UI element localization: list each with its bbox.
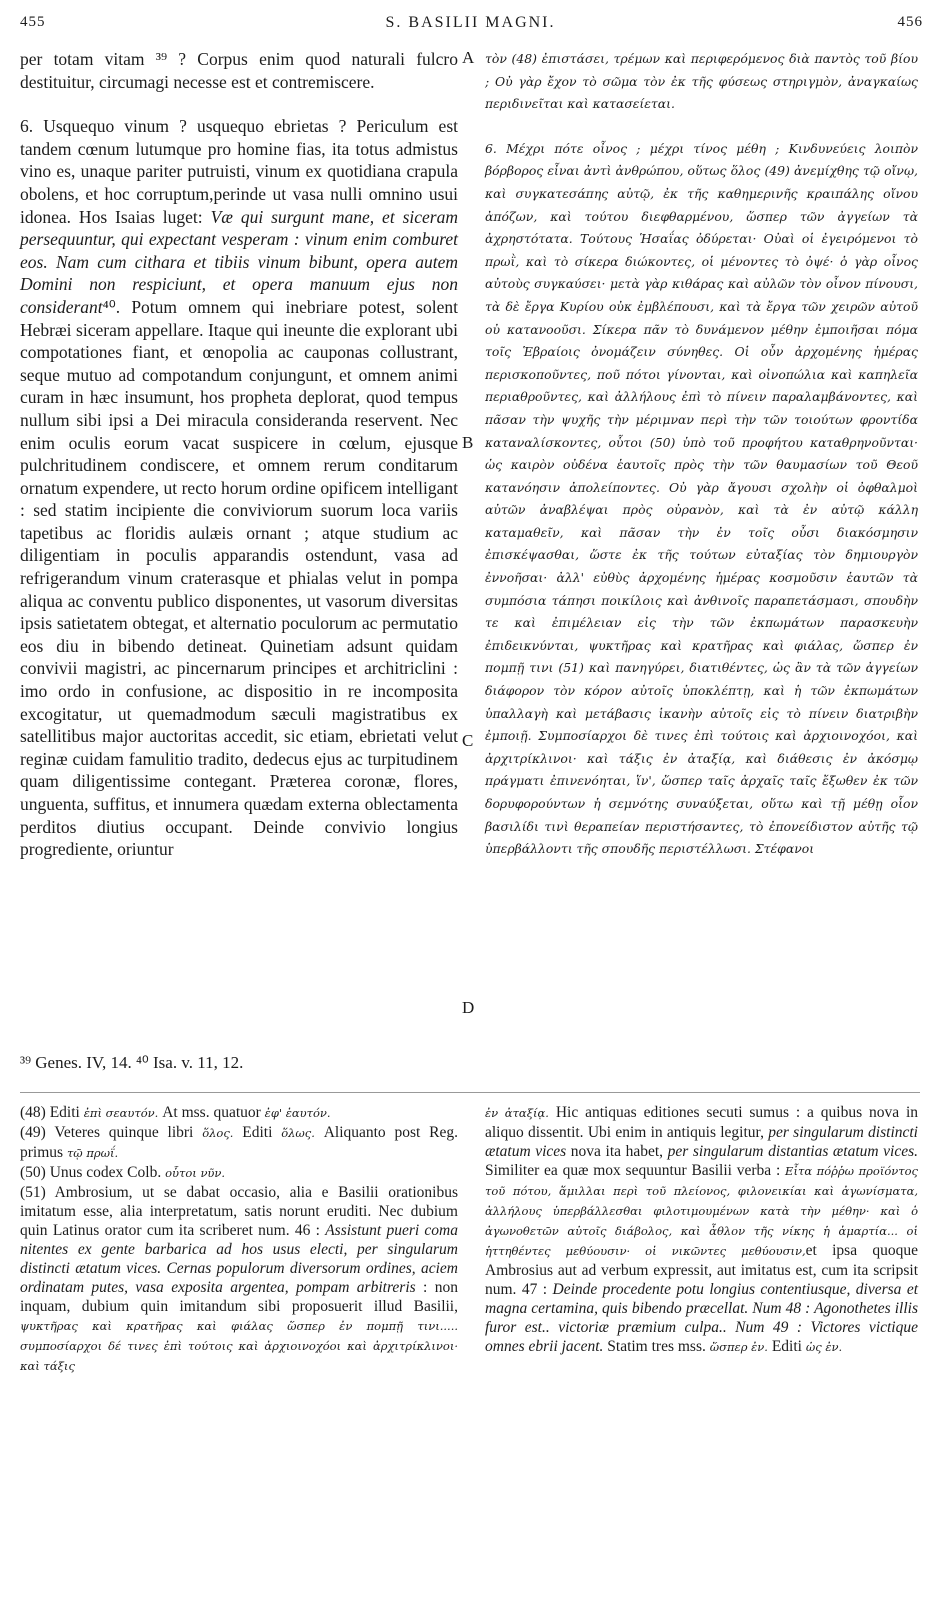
note-greek: τῷ πρωΐ. xyxy=(66,1146,119,1160)
note-greek: οὗτοι νῦν. xyxy=(165,1166,226,1180)
note-greek: ὅλος. xyxy=(202,1126,234,1140)
latin-column xyxy=(20,48,458,861)
note-text: At mss. quatuor xyxy=(162,1104,261,1121)
ambrose-quote: Assistunt pueri coma nitentes ex gente barbarica ad hos usus electi, per singularum distincti ætatum vices. Cernas populorum diversorum ordines, aciem ordinatam putes, vasa exposita argentea, pompam arbitreris xyxy=(20,1222,459,1296)
note-text: (49) Veteres quinque libri xyxy=(20,1124,194,1141)
note-greek: ἐν ἀταξίᾳ. xyxy=(485,1106,549,1120)
note-text: (48) Editi xyxy=(20,1104,80,1121)
margin-marker-a: A xyxy=(462,48,475,67)
running-title: S. BASILII MAGNI. xyxy=(385,14,556,31)
note-text: Similiter ea quæ mox sequuntur Basilii verba : xyxy=(485,1162,781,1179)
note-greek: ὅλως. xyxy=(281,1126,315,1140)
latin-paragraph-1: per totam vitam ³⁹ ? Corpus enim quod naturali fulcro destituitur, circumagi necesse est et contremiscere. xyxy=(20,49,458,92)
note-text: : non inquam, dubium quin imitandum sibi proposuerit illud Basilii, xyxy=(20,1279,458,1315)
note-text: (50) Unus codex Colb. xyxy=(20,1164,162,1181)
page-number-left: 455 xyxy=(20,14,46,30)
note-49 xyxy=(20,1123,458,1163)
note-51-continued xyxy=(485,1103,918,1357)
footnote-ref-40: ⁴⁰ xyxy=(102,296,116,317)
page-number-right: 456 xyxy=(897,14,923,30)
note-50 xyxy=(20,1163,458,1183)
margin-marker-d: D xyxy=(462,998,475,1017)
note-text: et ipsa quoque Ambrosius aut ad verbum expressit, aut imitatus est, cum ita scripsit num. 47 : xyxy=(485,1242,918,1298)
greek-paragraph-1: τὸν (48) ἐπιστάσει, τρέμων καὶ περιφερόμενος διὰ παντὸς τοῦ βίου ; Οὐ γὰρ ἔχον τὸ σῶμα τὸν ἐκ τῆς φύσεως στηριγμὸν, ἀναγκαίως περιδινεῖται καὶ κατασείεται. xyxy=(485,51,918,112)
editorial-notes-right xyxy=(485,1103,918,1357)
note-text: Editi xyxy=(242,1124,273,1141)
latin-text: 6. Usquequo vinum ? usquequo ebrietas ? Periculum est tandem cœnum lutumque pro homine fias, ita totus admistus vino es, unaque pariter putruisti, vinum ex quotidiana crapula obolens, et hoc corruptum,perinde ut vasa nulli omnino usui idonea. Hos Isaias luget: xyxy=(20,116,458,227)
latin-text-continued: . Potum omnem qui inebriare potest, solent Hebræi siceram appellare. Itaque qui ineunte die explorant ubi compotationes fiant, et œnopolia ac cauponas collustrant, seque mutuo ad compotandum conjungunt, et omnem animi curam in hæc insumunt, hos propheta deplorat, quod tempus nullum sibi ipsi a Dei miracula consideranda reservent. Nec enim oculis eorum vacat suspicere in cœlum, ejusque pulchritudinem condiscere, et omnem rerum conditarum ornatum expendere, ut recto horum ordine opificem intelligant : sed statim incipiente die conviviorum suorum loca variis tapetibus ac floridis aulæis ornant ; atque studium ac diligentiam in poculis apparandis ostendunt, vasa ad refrigerandum vinum craterasque et phialas velut in pompa aliqua ac conventu publico disponentes, ut vasorum diversitas ipsis satietatem obtegat, et alternatio poculorum ac permutatio eos diu in bibendo detineat. Quinetiam adsunt quidam convivii magistri, ac pincernarum principes et architriclini : imo ordo in confusione, ac dispositio in re incomposita excogitatur, ut quemadmodum sæculi magistratibus ex satellitibus major auctoritas accedit, sic etiam, ebrietati velut reginæ cuidam famulitio tradito, dedecus ejus ac turpitudinem quam diligentissime contegant. Præterea coronæ, flores, unguenta, suffitus, et innumera quædam externa oblectamenta perditos diutius occupant. Deinde convivio longius progrediente, oriuntur xyxy=(20,296,458,860)
note-greek: ὡς ἐν. xyxy=(805,1340,843,1354)
note-italic: per singularum distincti ætatum vices xyxy=(485,1124,918,1160)
note-greek: ψυκτῆρας καὶ κρατῆρας καὶ φιάλας ὥσπερ ἐν πομπῇ τινι..... συμποσίαρχοι δέ τινες ἐπὶ τούτοις καὶ ἀρχιοινοχόοι καὶ ἀρχιτρίκλινοι· καὶ τάξις xyxy=(20,1319,458,1373)
greek-column xyxy=(485,48,918,861)
note-text: nova ita habet, xyxy=(570,1143,664,1160)
note-text: (51) Ambrosium, ut se dabat occasio, alia e Basilii orationibus imitatum esse, alia interpretatum, satis norunt eruditi. Nec dubium quin Latinus orator cum ita scriberet num. 46 : xyxy=(20,1184,458,1239)
note-48 xyxy=(20,1103,458,1123)
note-greek: ὥσπερ ἐν. xyxy=(709,1340,768,1354)
isaiah-quote: Væ qui surgunt mane, et siceram persequuntur, qui expectant vesperam : vinum enim comburet eos. Nam cum cithara et tibiis vinum bibunt, opera autem Domini non respiciunt, et opera manuum ejus non considerant xyxy=(20,206,459,317)
margin-marker-b: B xyxy=(462,433,474,452)
editorial-notes-left xyxy=(20,1103,458,1376)
note-italic: per singularum distantias ætatum vices. xyxy=(667,1143,919,1160)
note-italic: Deinde procedente potu longius contentiusque, diversa et magna certamina, quis bibendo præcellat. Num 48 : Agonothetes illis furor est.. victoriæ præmium culpa.. Num 49 : Victores victique omnes ebrii jacent. xyxy=(485,1281,919,1355)
margin-marker-c: C xyxy=(462,731,474,750)
note-greek: ἐφ' ἑαυτόν. xyxy=(264,1106,331,1120)
scripture-footnotes: ³⁹ Genes. IV, 14. ⁴⁰ Isa. v. 11, 12. xyxy=(20,1053,244,1072)
latin-paragraph-2 xyxy=(20,115,458,861)
note-text: Statim tres mss. xyxy=(607,1338,706,1355)
note-51 xyxy=(20,1183,458,1376)
greek-paragraph-2: 6. Μέχρι πότε οἶνος ; μέχρι τίνος μέθη ; Κινδυνεύεις λοιπὸν βόρβορος εἶναι ἀντὶ ἀνθρώπου, οὕτως ὅλος (49) ἀνεμίχθης τῷ οἴνῳ, καὶ συγκατεσάπης αὐτῷ, ἐκ τῆς καθημερινῆς κραιπάλης οἴνου ἀπόζων, καὶ τούτου διεφθαρμένου, ὥσπερ τῶν ἀγγείων τὰ ἀχρηστότατα. Τούτους Ἡσαΐας ὀδύρεται· Οὐαὶ οἱ ἐγειρόμενοι τὸ πρωῒ, καὶ τὸ σίκερα διώκοντες, οἱ μένοντες τὸ ὀψέ· ὁ γὰρ οἶνος αὐτοὺς συγκαύσει· μετὰ γὰρ κιθάρας καὶ αὐλῶν τὸν οἶνον πίνουσι, τὰ δὲ ἔργα Κυρίου οὐκ ἐμβλέπουσι, καὶ τὰ ἔργα τῶν χειρῶν αὐτοῦ οὐ κατανοοῦσι. Σίκερα πᾶν τὸ δυνάμενον μέθην ἐμποιῆσαι πόμα τοῖς Ἑβραίοις ὀνομάζειν σύνηθες. Οἱ οὖν ἀρχομένης ἡμέρας περισκοποῦντες, ποῦ πότοι γίνονται, καὶ οἰνοπώλια καὶ καπηλεῖα περιαθροῦντες, καὶ ἀλλήλους ἐπὶ τὸ πίνειν παραλαμβάνοντες, καὶ πᾶσαν τὴν ψυχῆς τὴν μέριμναν περὶ τὴν τῶν τοιούτων φροντίδα καταναλίσκοντες, οὗτοι (50) ὑπὸ τοῦ προφήτου καταθρηνοῦνται· ὡς καιρὸν οὐδένα ἑαυτοῖς πρὸς τὴν τῶν θαυμασίων τοῦ Θεοῦ κατανόησιν ἀπολείποντες. Οὐ γὰρ ἄγουσι σχολὴν οἱ ὀφθαλμοὶ αὐτῶν ἀναβλέψαι πρὸς οὐρανὸν, καὶ τὰ ἐν αὐτῷ κάλλη καταμαθεῖν, καὶ πᾶσαν τὴν ἐν τοῖς οὖσι διακόσμησιν ἐπισκέψασθαι, ὥστε ἐκ τῆς τούτων εὐταξίας τὸν δημιουργὸν ἐννοῆσαι· ἀλλ' εὐθὺς ἀρχομένης ἡμέρας κοσμοῦσιν ἑαυτῶν τὰ συμπόσια τάπησι ποικίλοις καὶ ἀνθινοῖς παραπετάσμασι, σπουδὴν τε καὶ ἐπιμέλειαν εἰς τὴν τῶν ἐκπωμάτων παρασκευὴν ἐπιδεικνύνται, ψυκτῆρας καὶ κρατῆρας καὶ φιάλας, ὥσπερ ἐν πομπῇ τινι (51) καὶ πανηγύρει, διατιθέντες, ὡς ἂν τὰ τῶν ἀγγείων διάφορον τὸν κόρον αὐτοῖς ὑποκλέπτῃ, καὶ ἡ τῶν ἐκπωμάτων ὑπαλλαγὴ καὶ μετάβασις ἱκανὴν αὐτοῖς εἰς τὸ πίνειν διατριβὴν ἐμποιῇ. Συμποσίαρχοι δὲ τινες ἐπὶ τούτοις καὶ ἀρχιοινοχόοι, καὶ ἀρχιτρίκλινοι· καὶ τάξις ἐν ἀταξίᾳ, καὶ διάθεσις ἐν ἀκόσμῳ πράγματι ἐπινενόηται, ἵν', ὥσπερ ταῖς ἀρχαῖς ταῖς ἔξωθεν ἐκ τῶν δορυφορούντων ἡ σεμνότης συναύξεται, οὕτω καὶ τῇ μέθῃ οἷον βασιλίδι τινὶ θεραπείαν περιστήσαντες, τὸ ἐπονείδιστον αὐτῆς τῷ ὑπερβάλλοντι τῆς σπουδῆς περιστέλλωσι. Στέφανοι xyxy=(485,140,918,857)
note-text: Editi xyxy=(771,1338,802,1355)
note-text: Aliquanto post Reg. primus xyxy=(20,1124,458,1161)
note-greek: ἐπὶ σεαυτόν. xyxy=(83,1106,159,1120)
note-greek: Εἶτα πόῤῥω προϊόντος τοῦ πότου, ἅμιλλαι περὶ τοῦ πλείονος, φιλονεικίαι καὶ ἀγωνίσματα, ἀλλήλους ὑπερβάλλεσθαι φιλοτιμουμένων κατὰ τὴν μέθην· καὶ ὁ ἀγωνοθετῶν αὐτοῖς διάβολος, καὶ ἆθλον τῆς νίκης ἡ ἁμαρτία... οἱ ἡττηθέντες μεθύουσιν· οἱ νικῶντες μεθύουσιν, xyxy=(485,1164,918,1258)
notes-divider xyxy=(20,1092,920,1093)
note-text: Hic antiquas editiones secuti sumus : a quibus nova in aliquo dissentit. Ubi enim in antiquis legitur, xyxy=(485,1104,919,1141)
